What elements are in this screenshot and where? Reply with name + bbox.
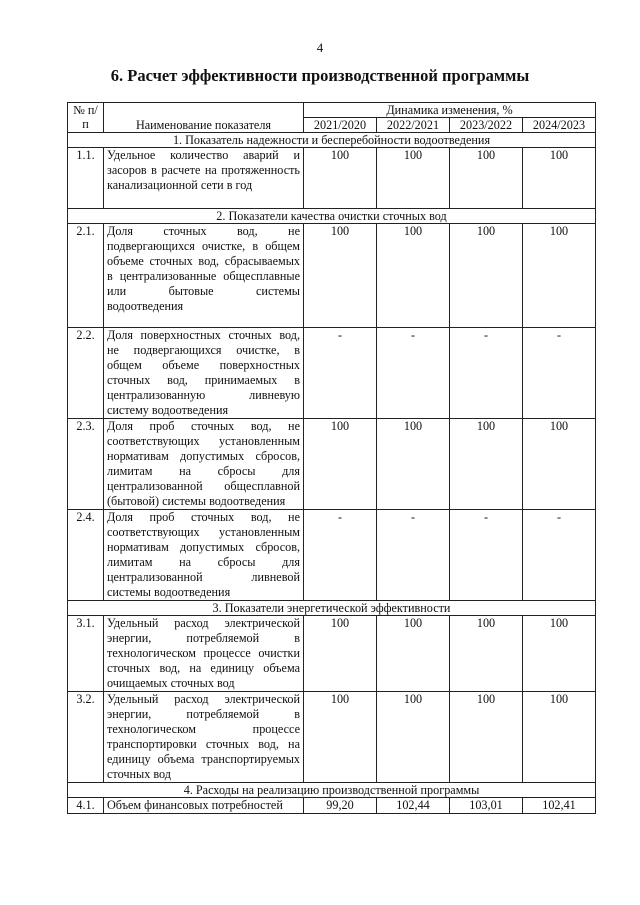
row-name: Объем финансовых потребностей (104, 798, 304, 814)
row-value: 100 (450, 224, 523, 328)
row-value: 100 (377, 148, 450, 209)
row-name: Доля проб сточных вод, не соответствующих установленным нормативам допустимых сбросов, лимитам на сбросы для централизованной общесплавной (бытовой) системы водоотведения (104, 419, 304, 510)
row-value: - (377, 510, 450, 601)
row-name: Удельный расход электрической энергии, потребляемой в технологическом процессе очистки сточных вод, на единицу объема очищаемых сточных вод (104, 616, 304, 692)
row-value: 100 (450, 419, 523, 510)
row-value: 100 (304, 148, 377, 209)
header-period: 2023/2022 (450, 118, 523, 133)
table-row (68, 616, 596, 692)
row-value: 100 (523, 224, 596, 328)
row-value: - (523, 328, 596, 419)
row-name: Доля сточных вод, не подвергающихся очистке, в общем объеме сточных вод, сбрасываемых в централизованные общесплавные или бытовые системы водоотведения (104, 224, 304, 328)
row-value: 100 (523, 692, 596, 783)
row-value: - (523, 510, 596, 601)
row-number: 1.1. (68, 148, 104, 209)
row-value: - (450, 328, 523, 419)
row-value: - (377, 328, 450, 419)
row-value: 100 (450, 692, 523, 783)
header-name: Наименование показателя (104, 103, 304, 133)
row-number: 2.1. (68, 224, 104, 328)
row-name: Доля поверхностных сточных вод, не подвергающихся очистке, в общем объеме поверхностных сточных вод, принимаемых в централизованную ливневую систему водоотведения (104, 328, 304, 419)
row-value: 102,44 (377, 798, 450, 814)
section-title: 3. Показатели энергетической эффективности (68, 601, 596, 616)
section-title: 2. Показатели качества очистки сточных вод (68, 209, 596, 224)
row-value: - (304, 510, 377, 601)
table-row (68, 224, 596, 328)
row-value: 100 (523, 148, 596, 209)
row-value: 99,20 (304, 798, 377, 814)
row-number: 3.1. (68, 616, 104, 692)
row-value: 103,01 (450, 798, 523, 814)
header-period: 2024/2023 (523, 118, 596, 133)
table-row (68, 692, 596, 783)
row-number: 2.3. (68, 419, 104, 510)
table-row (68, 328, 596, 419)
table-row (68, 419, 596, 510)
row-name: Удельный расход электрической энергии, потребляемой в технологическом процессе транспортировки сточных вод, на единицу объема транспортируемых сточных вод (104, 692, 304, 783)
row-number: 4.1. (68, 798, 104, 814)
row-value: 102,41 (523, 798, 596, 814)
header-dynamics: Динамика изменения, % (304, 103, 596, 118)
header-period: 2021/2020 (304, 118, 377, 133)
row-value: 100 (304, 692, 377, 783)
header-num: № п/п (68, 103, 104, 133)
row-value: 100 (377, 692, 450, 783)
table-row (68, 148, 596, 209)
section-heading (68, 783, 596, 798)
row-number: 2.2. (68, 328, 104, 419)
row-value: 100 (304, 616, 377, 692)
row-value: 100 (523, 419, 596, 510)
row-name: Удельное количество аварий и засоров в расчете на протяженность канализационной сети в год (104, 148, 304, 209)
header-period: 2022/2021 (377, 118, 450, 133)
row-name: Доля проб сточных вод, не соответствующих установленным нормативам допустимых сбросов, лимитам на сбросы для централизованной ливневой системы водоотведения (104, 510, 304, 601)
page-number: 4 (316, 40, 324, 55)
row-value: - (450, 510, 523, 601)
row-value: 100 (377, 419, 450, 510)
row-number: 2.4. (68, 510, 104, 601)
row-value: 100 (304, 419, 377, 510)
row-value: 100 (450, 148, 523, 209)
section-title: 4. Расходы на реализацию производственной программы (68, 783, 596, 798)
section-title: 1. Показатель надежности и бесперебойности водоотведения (68, 133, 596, 148)
efficiency-table (67, 102, 596, 814)
page-title: 6. Расчет эффективности производственной программы (110, 66, 530, 85)
row-value: 100 (377, 224, 450, 328)
row-value: 100 (377, 616, 450, 692)
row-value: - (304, 328, 377, 419)
row-value: 100 (304, 224, 377, 328)
table-row (68, 510, 596, 601)
section-heading (68, 209, 596, 224)
section-heading (68, 133, 596, 148)
table-header-row (68, 103, 596, 118)
table-row (68, 798, 596, 814)
row-value: 100 (450, 616, 523, 692)
row-number: 3.2. (68, 692, 104, 783)
section-heading (68, 601, 596, 616)
row-value: 100 (523, 616, 596, 692)
